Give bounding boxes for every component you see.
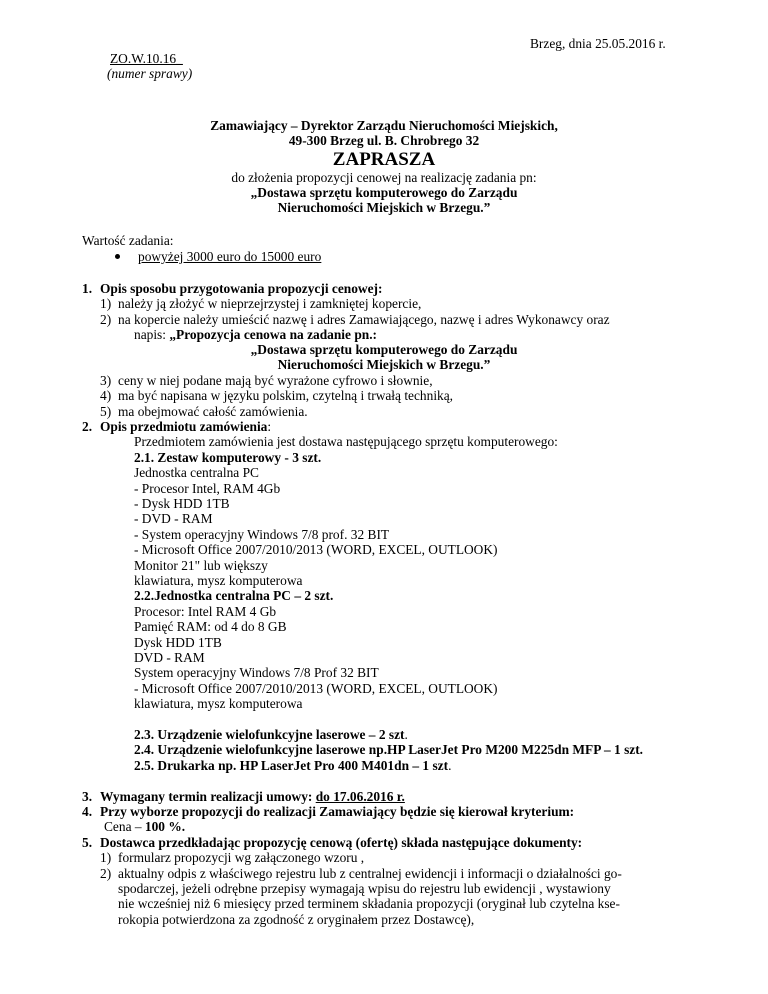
section3-heading: 3. Wymagany termin realizacji umowy: do 17.06.2016 r. (82, 789, 405, 804)
envelope-task-line2: Nieruchomości Miejskich w Brzegu.” (277, 357, 491, 372)
section1-heading: 1. Opis sposobu przygotowania propozycji cenowej: (82, 281, 383, 296)
value-text: powyżej 3000 euro do 15000 euro (138, 249, 322, 264)
envelope-task-line1: „Dostawa sprzętu komputerowego do Zarządu (250, 342, 518, 357)
spec-line: Jednostka centralna PC (134, 465, 259, 480)
item-2-4: 2.4. Urządzenie wielofunkcyjne laserowe np.HP LaserJet Pro M200 M225dn MFP – 1 szt. (134, 742, 644, 757)
section1-item: 3) ceny w niej podane mają być wyrażone cyfrowo i słownie, (100, 373, 433, 388)
section1-item: 1) należy ją złożyć w nieprzejrzystej i zamkniętej kopercie, (100, 296, 422, 311)
spec-line: System operacyjny Windows 7/8 Prof 32 BIT (134, 665, 379, 680)
section5-item: 1) formularz propozycji wg załączonego wzoru , (100, 850, 365, 865)
section5-item: 2) (100, 866, 112, 881)
task-name-line1: „Dostawa sprzętu komputerowego do Zarządu (250, 185, 518, 200)
spec-line: klawiatura, mysz komputerowa (134, 573, 303, 588)
contracting-address: 49-300 Brzeg ul. B. Chrobrego 32 (288, 133, 480, 148)
invite-text: do złożenia propozycji cenowej na realizację zadania pn: (231, 170, 537, 185)
spec-line: klawiatura, mysz komputerowa (134, 696, 303, 711)
section2-intro: Przedmiotem zamówienia jest dostawa następującego sprzętu komputerowego: (134, 434, 558, 449)
case-number: ZO.W.10.16_ (110, 51, 183, 66)
section5-item-text: spodarczej, jeżeli odrębne przepisy wymagają wpisu do rejestru lub ewidencji , wystawiony (118, 881, 611, 896)
section4-heading: 4. Przy wyborze propozycji do realizacji Zamawiający będzie się kierował kryterium: (82, 804, 575, 819)
spec-line: Dysk HDD 1TB (134, 635, 222, 650)
item-2-2-title: 2.2.Jednostka centralna PC – 2 szt. (134, 588, 334, 603)
spec-line: DVD - RAM (134, 650, 205, 665)
section5-item-text: rokopia potwierdzona za zgodność z oryginałem przez Dostawcę), (118, 912, 475, 927)
item-2-1-title: 2.1. Zestaw komputerowy - 3 szt. (134, 450, 322, 465)
contracting-authority: Zamawiający – Dyrektor Zarządu Nieruchomości Miejskich, (210, 118, 558, 133)
section1-item: 4) ma być napisana w języku polskim, czytelną i trwałą techniką, (100, 388, 454, 403)
spec-line: - Procesor Intel, RAM 4Gb (134, 481, 281, 496)
value-label: Wartość zadania: (82, 233, 174, 248)
criterion: Cena – 100 %. (104, 819, 186, 834)
invite-heading: ZAPRASZA (332, 149, 436, 170)
spec-line: - System operacyjny Windows 7/8 prof. 32 BIT (134, 527, 390, 542)
case-number-caption: (numer sprawy) (107, 66, 193, 81)
spec-line: - Microsoft Office 2007/2010/2013 (WORD, EXCEL, OUTLOOK) (134, 681, 498, 696)
spec-line: - Dysk HDD 1TB (134, 496, 230, 511)
section1-item: 5) ma obejmować całość zamówienia. (100, 404, 308, 419)
spec-line: - DVD - RAM (134, 511, 213, 526)
item-2-3: 2.3. Urządzenie wielofunkcyjne laserowe – 2 szt. (134, 727, 408, 742)
section2-heading: 2. Opis przedmiotu zamówienia: (82, 419, 272, 434)
envelope-caption: napis: „Propozycja cenowa na zadanie pn.: (134, 327, 378, 342)
task-name-line2: Nieruchomości Miejskich w Brzegu.” (277, 200, 491, 215)
section1-item: 2) na kopercie należy umieścić nazwę i adres Zamawiającego, nazwę i adres Wykonawcy oraz (100, 312, 610, 327)
spec-line: - Microsoft Office 2007/2010/2013 (WORD, EXCEL, OUTLOOK) (134, 542, 498, 557)
spec-line: Pamięć RAM: od 4 do 8 GB (134, 619, 287, 634)
section5-item-text: aktualny odpis z właściwego rejestru lub z centralnej ewidencji i informacji o działalności go- (118, 866, 622, 881)
spec-line: Monitor 21" lub większy (134, 558, 268, 573)
spec-line: Procesor: Intel RAM 4 Gb (134, 604, 277, 619)
place-date: Brzeg, dnia 25.05.2016 r. (530, 36, 666, 51)
section5-heading: 5. Dostawca przedkładając propozycję cenową (ofertę) składa następujące dokumenty: (82, 835, 583, 850)
item-2-5: 2.5. Drukarka np. HP LaserJet Pro 400 M401dn – 1 szt. (134, 758, 452, 773)
section5-item-text: nie wcześniej niż 6 miesięcy przed terminem składania propozycji (oryginał lub czytelna kse- (118, 896, 620, 911)
bullet-icon (115, 254, 120, 259)
